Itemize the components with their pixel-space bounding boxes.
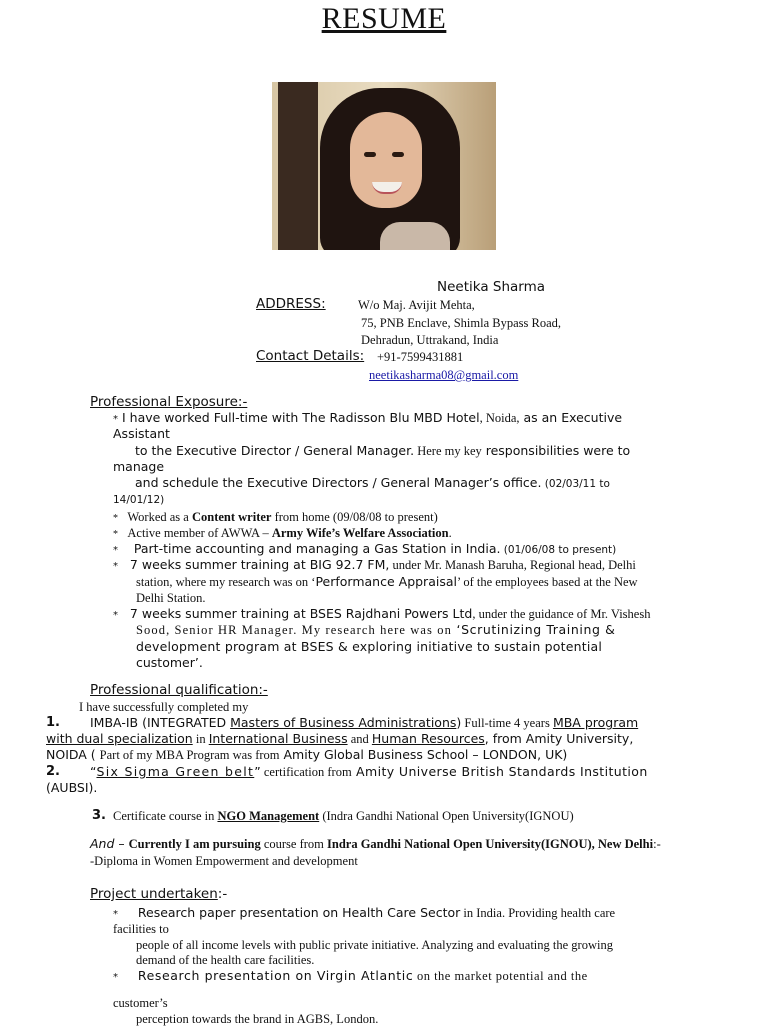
bullet-icon: * <box>113 545 118 556</box>
qualification-1: IMBA-IB (INTEGRATED Masters of Business Administrations) Full-time 4 years MBA program <box>90 715 639 730</box>
exposure-item-5: * 7 weeks summer training at BIG 92.7 FM, under Mr. Manash Baruha, Regional head, Delhi <box>113 557 636 572</box>
candidate-name: Neetika Sharma <box>437 279 546 295</box>
exposure-item-1: * I have worked Full-time with The Radisson Blu MBD Hotel, Noida, as an Executive <box>113 410 623 425</box>
exposure-item-4: * Part-time accounting and managing a Gas Station in India. (01/06/08 to present) <box>113 541 617 556</box>
address-line-1: W/o Maj. Avijit Mehta, <box>358 298 475 312</box>
project-2: * Research presentation on Virgin Atlantic on the market potential and the <box>113 968 588 983</box>
qualification-3-number: 3. <box>92 808 106 823</box>
exposure-item-3: * Active member of AWWA – Army Wife’s Welfare Association. <box>113 526 452 540</box>
profile-photo <box>272 82 496 250</box>
email-link[interactable]: neetikasharma08@gmail.com <box>369 368 519 382</box>
pursuing-course: And – Currently I am pursuing course from Indra Gandhi National Open University(IGNOU), New Delhi:- <box>90 836 661 851</box>
bullet-icon: * <box>113 972 118 983</box>
bullet-icon: * <box>113 561 118 572</box>
address-label: ADDRESS: <box>256 296 326 312</box>
qualification-2-number: 2. <box>46 764 60 779</box>
resume-title: RESUME <box>321 2 447 35</box>
bullet-icon: * <box>113 414 118 425</box>
qualification-3: Certificate course in NGO Management (Indra Gandhi National Open University(IGNOU) <box>113 809 574 823</box>
qualification-2: “Six Sigma Green belt” certification from Amity Universe British Standards Institution <box>90 764 648 779</box>
exposure-heading: Professional Exposure:- <box>90 394 248 410</box>
bullet-icon: * <box>113 529 118 540</box>
qualification-heading: Professional qualification:- <box>90 682 268 698</box>
bullet-icon: * <box>113 610 118 621</box>
address-line-2: 75, PNB Enclave, Shimla Bypass Road, <box>361 316 561 330</box>
exposure-item-6: * 7 weeks summer training at BSES Rajdhani Powers Ltd, under the guidance of Mr. Vishesh <box>113 606 651 621</box>
phone-number: +91-7599431881 <box>377 350 464 364</box>
bullet-icon: * <box>113 909 118 920</box>
address-line-3: Dehradun, Uttrakand, India <box>361 333 499 347</box>
bullet-icon: * <box>113 513 118 524</box>
pursuing-diploma: -Diploma in Women Empowerment and development <box>90 854 358 868</box>
exposure-item-2: * Worked as a Content writer from home (09/08/08 to present) <box>113 510 438 524</box>
projects-heading: Project undertaken:- <box>90 886 228 902</box>
project-1: * Research paper presentation on Health Care Sector in India. Providing health care <box>113 905 616 920</box>
contact-label: Contact Details: <box>256 348 365 364</box>
qualification-intro: I have successfully completed my <box>79 700 249 714</box>
qualification-1-number: 1. <box>46 715 60 730</box>
